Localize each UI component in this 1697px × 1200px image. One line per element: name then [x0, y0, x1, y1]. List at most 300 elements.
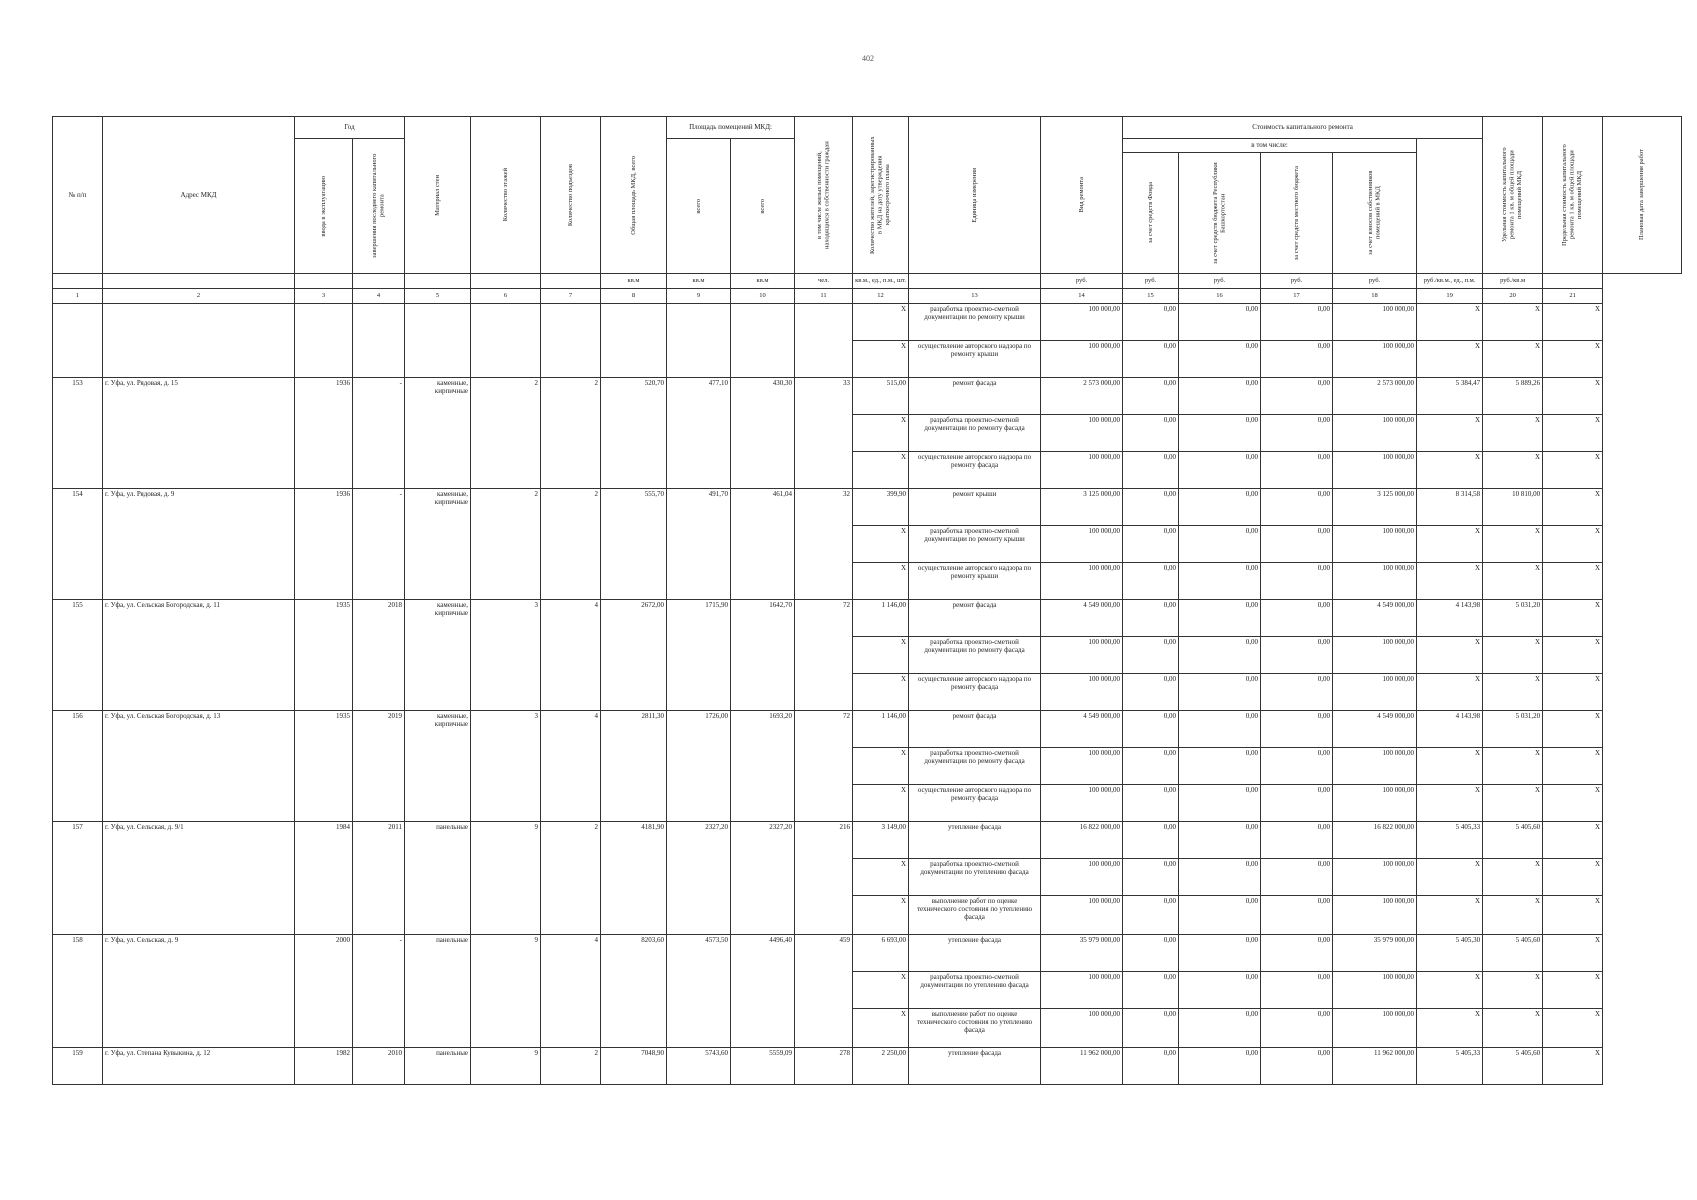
cell-work: осуществление авторского надзора по ремонту крыши — [909, 341, 1041, 378]
cell-fl — [471, 748, 541, 785]
cell-ta — [601, 415, 667, 452]
cell-spec: X — [1417, 896, 1483, 935]
cell-y3 — [295, 452, 353, 489]
cell-fund: 0,00 — [1123, 674, 1179, 711]
table-row — [53, 935, 1682, 972]
cell-work: разработка проектно-сметной документации по ремонту фасада — [909, 637, 1041, 674]
cell-max: X — [1483, 896, 1543, 935]
cell-fl: 3 — [471, 600, 541, 637]
cell-total: 3 125 000,00 — [1041, 489, 1123, 526]
cell-num — [53, 748, 103, 785]
cell-num — [53, 859, 103, 896]
cell-y3 — [295, 526, 353, 563]
cell-spec: X — [1417, 415, 1483, 452]
cell-fund: 0,00 — [1123, 415, 1179, 452]
cell-ta: 2672,00 — [601, 600, 667, 637]
cell-own: 4 549 000,00 — [1333, 711, 1417, 748]
cell-qty: 3 149,00 — [853, 822, 909, 859]
cell-fl — [471, 859, 541, 896]
table-header — [53, 117, 1682, 304]
cell-pa — [667, 452, 731, 489]
cell-qty: X — [853, 785, 909, 822]
cell-y3 — [295, 674, 353, 711]
header-end-date: Плановая дата завершения работ — [1603, 117, 1682, 274]
cell-addr: г. Уфа, ул. Степана Кувыкина, д. 12 — [103, 1048, 295, 1085]
cell-fl — [471, 785, 541, 822]
cell-en — [541, 637, 601, 674]
cell-loc: 0,00 — [1261, 341, 1333, 378]
cell-y4: 2011 — [353, 822, 405, 859]
cell-y3 — [295, 972, 353, 1009]
header-year-group: Год — [295, 117, 405, 139]
cell-end: X — [1543, 748, 1603, 785]
cell-ta — [601, 859, 667, 896]
cell-y4: - — [353, 378, 405, 415]
cell-qty: X — [853, 415, 909, 452]
header-premises-total: всего — [667, 139, 731, 274]
cell-ta — [601, 748, 667, 785]
cell-qty: X — [853, 896, 909, 935]
cell-rep: 0,00 — [1179, 563, 1261, 600]
cell-res — [795, 415, 853, 452]
cell-en: 2 — [541, 378, 601, 415]
cell-en — [541, 972, 601, 1009]
cell-total: 2 573 000,00 — [1041, 378, 1123, 415]
cell-rep: 0,00 — [1179, 378, 1261, 415]
cell-own: 100 000,00 — [1333, 304, 1417, 341]
cell-work: разработка проектно-сметной документации по ремонту фасада — [909, 415, 1041, 452]
cell-loc: 0,00 — [1261, 637, 1333, 674]
cell-addr: г. Уфа, ул. Сельская Богородская, д. 11 — [103, 600, 295, 637]
cell-num: 158 — [53, 935, 103, 972]
cell-pa: 477,10 — [667, 378, 731, 415]
cell-rep: 0,00 — [1179, 674, 1261, 711]
column-number: 8 — [601, 289, 667, 304]
cell-fl: 2 — [471, 378, 541, 415]
cell-work: разработка проектно-сметной документации по утеплению фасада — [909, 859, 1041, 896]
cell-qty: X — [853, 526, 909, 563]
cell-num — [53, 674, 103, 711]
cell-num — [53, 415, 103, 452]
cell-own: 100 000,00 — [1333, 748, 1417, 785]
cell-pr — [731, 748, 795, 785]
header-residents: Количество жителей, зарегистрированных в МКД на дату утверждения краткосрочного плана — [853, 117, 909, 274]
cell-addr: г. Уфа, ул. Сельская, д. 9/1 — [103, 822, 295, 859]
cell-qty: X — [853, 674, 909, 711]
cell-num: 156 — [53, 711, 103, 748]
cell-res — [795, 637, 853, 674]
cell-rep: 0,00 — [1179, 972, 1261, 1009]
cell-num: 157 — [53, 822, 103, 859]
column-number: 10 — [731, 289, 795, 304]
cell-own: 100 000,00 — [1333, 785, 1417, 822]
cell-fl: 3 — [471, 711, 541, 748]
cell-fl: 9 — [471, 1048, 541, 1085]
cell-fund: 0,00 — [1123, 341, 1179, 378]
table-row — [53, 304, 1682, 341]
cell-end: X — [1543, 526, 1603, 563]
cell-work: разработка проектно-сметной документации по утеплению фасада — [909, 972, 1041, 1009]
table-row — [53, 637, 1682, 674]
cell-qty: 2 250,00 — [853, 1048, 909, 1085]
cell-work: ремонт фасада — [909, 711, 1041, 748]
cell-own: 100 000,00 — [1333, 859, 1417, 896]
cell-fl: 9 — [471, 935, 541, 972]
column-number: 5 — [405, 289, 471, 304]
cell-ta: 8203,60 — [601, 935, 667, 972]
repair-plan-sheet — [52, 116, 1682, 1085]
cell-ta — [601, 637, 667, 674]
column-number: 11 — [795, 289, 853, 304]
cell-total: 100 000,00 — [1041, 452, 1123, 489]
header-unit: Единица измерения — [909, 117, 1041, 274]
cell-res: 216 — [795, 822, 853, 859]
cell-spec: X — [1417, 1009, 1483, 1048]
cell-addr — [103, 785, 295, 822]
cell-spec: X — [1417, 563, 1483, 600]
column-number: 6 — [471, 289, 541, 304]
cell-en — [541, 785, 601, 822]
cell-ta — [601, 526, 667, 563]
cell-rep: 0,00 — [1179, 785, 1261, 822]
table-row — [53, 1009, 1682, 1048]
column-number: 13 — [909, 289, 1041, 304]
cell-mat — [405, 785, 471, 822]
cell-num: 153 — [53, 378, 103, 415]
cell-mat — [405, 415, 471, 452]
cell-y3 — [295, 1009, 353, 1048]
header-owners: за счет взносов собственников помещений в МКД — [1333, 153, 1417, 274]
cell-fund: 0,00 — [1123, 637, 1179, 674]
cell-y3: 1984 — [295, 822, 353, 859]
cell-addr — [103, 748, 295, 785]
cell-num — [53, 563, 103, 600]
cell-en: 4 — [541, 711, 601, 748]
cell-y3: 1936 — [295, 378, 353, 415]
cell-pa — [667, 637, 731, 674]
cell-rep: 0,00 — [1179, 341, 1261, 378]
cell-work: выполнение работ по оценке технического состояния по утеплению фасада — [909, 1009, 1041, 1048]
cell-en — [541, 304, 601, 341]
cell-end: X — [1543, 1048, 1603, 1085]
cell-en: 4 — [541, 935, 601, 972]
cell-pr — [731, 1009, 795, 1048]
cell-fund: 0,00 — [1123, 822, 1179, 859]
cell-addr — [103, 1009, 295, 1048]
cell-qty: X — [853, 304, 909, 341]
cell-spec: X — [1417, 341, 1483, 378]
cell-en — [541, 748, 601, 785]
table-row — [53, 489, 1682, 526]
cell-fl — [471, 1009, 541, 1048]
cell-pa: 491,70 — [667, 489, 731, 526]
cell-loc: 0,00 — [1261, 489, 1333, 526]
column-number: 15 — [1123, 289, 1179, 304]
cell-res — [795, 563, 853, 600]
cell-work: утепление фасада — [909, 1048, 1041, 1085]
cell-pa — [667, 674, 731, 711]
cell-mat: панельные — [405, 935, 471, 972]
cell-fund: 0,00 — [1123, 785, 1179, 822]
table-row — [53, 859, 1682, 896]
cell-fund: 0,00 — [1123, 452, 1179, 489]
cell-work: осуществление авторского надзора по ремонту фасада — [909, 785, 1041, 822]
header-cost-total: всего — [731, 139, 795, 274]
cell-mat — [405, 637, 471, 674]
cell-mat — [405, 304, 471, 341]
cell-max: X — [1483, 785, 1543, 822]
cell-mat — [405, 526, 471, 563]
cell-mat: каменные, кирпичные — [405, 600, 471, 637]
header-wall-material: Материал стен — [405, 117, 471, 274]
cell-fl — [471, 637, 541, 674]
cell-pr — [731, 563, 795, 600]
cell-rep: 0,00 — [1179, 1009, 1261, 1048]
cell-max: X — [1483, 748, 1543, 785]
header-year-repair: завершения последнего капитального ремонта — [353, 139, 405, 274]
cell-loc: 0,00 — [1261, 896, 1333, 935]
cell-qty: X — [853, 637, 909, 674]
cell-fl — [471, 526, 541, 563]
cell-fl: 9 — [471, 822, 541, 859]
column-number: 4 — [353, 289, 405, 304]
cell-max: X — [1483, 452, 1543, 489]
cell-max: 5 031,20 — [1483, 711, 1543, 748]
column-number: 19 — [1417, 289, 1483, 304]
cell-loc: 0,00 — [1261, 526, 1333, 563]
cell-rep: 0,00 — [1179, 711, 1261, 748]
cell-num: 155 — [53, 600, 103, 637]
cell-pr — [731, 452, 795, 489]
cell-rep: 0,00 — [1179, 637, 1261, 674]
cell-ta — [601, 674, 667, 711]
cell-loc: 0,00 — [1261, 822, 1333, 859]
cell-pa: 1715,90 — [667, 600, 731, 637]
cell-y4 — [353, 563, 405, 600]
table-body — [53, 304, 1682, 1085]
table-row — [53, 711, 1682, 748]
cell-end: X — [1543, 859, 1603, 896]
cell-en: 2 — [541, 822, 601, 859]
cell-fl — [471, 563, 541, 600]
cell-loc: 0,00 — [1261, 1009, 1333, 1048]
table-row — [53, 563, 1682, 600]
table-row — [53, 600, 1682, 637]
cell-res — [795, 748, 853, 785]
cell-own: 2 573 000,00 — [1333, 378, 1417, 415]
column-number: 18 — [1333, 289, 1417, 304]
cell-loc: 0,00 — [1261, 415, 1333, 452]
cell-mat — [405, 859, 471, 896]
cell-loc: 0,00 — [1261, 859, 1333, 896]
column-number: 7 — [541, 289, 601, 304]
header-premises-residential: в том числе жилых помещений, находящихся в собственности граждан — [795, 117, 853, 274]
cell-max: X — [1483, 563, 1543, 600]
cell-end: X — [1543, 896, 1603, 935]
cell-mat: панельные — [405, 1048, 471, 1085]
cell-qty: 515,00 — [853, 378, 909, 415]
cell-loc: 0,00 — [1261, 563, 1333, 600]
cell-pr — [731, 674, 795, 711]
cell-fund: 0,00 — [1123, 489, 1179, 526]
cell-fl — [471, 452, 541, 489]
cell-en — [541, 1009, 601, 1048]
cell-rep: 0,00 — [1179, 600, 1261, 637]
cell-own: 100 000,00 — [1333, 452, 1417, 489]
header-repair-type: Вид ремонта — [1041, 117, 1123, 274]
cell-y4 — [353, 304, 405, 341]
cell-mat: каменные, кирпичные — [405, 489, 471, 526]
header-premises-group: Площадь помещений МКД: — [667, 117, 795, 139]
cell-rep: 0,00 — [1179, 526, 1261, 563]
cell-pa — [667, 415, 731, 452]
cell-addr — [103, 304, 295, 341]
cell-fund: 0,00 — [1123, 748, 1179, 785]
cell-y3: 1982 — [295, 1048, 353, 1085]
cell-work: ремонт фасада — [909, 600, 1041, 637]
cell-fund: 0,00 — [1123, 972, 1179, 1009]
cell-y3 — [295, 748, 353, 785]
cell-res: 72 — [795, 600, 853, 637]
cell-own: 16 822 000,00 — [1333, 822, 1417, 859]
cell-total: 4 549 000,00 — [1041, 600, 1123, 637]
cell-qty: 399,90 — [853, 489, 909, 526]
cell-addr — [103, 859, 295, 896]
cell-own: 35 979 000,00 — [1333, 935, 1417, 972]
cell-max: X — [1483, 1009, 1543, 1048]
cell-spec: 4 143,98 — [1417, 600, 1483, 637]
cell-pa — [667, 972, 731, 1009]
cell-addr — [103, 341, 295, 378]
cell-y4 — [353, 896, 405, 935]
table-row — [53, 896, 1682, 935]
cell-end: X — [1543, 935, 1603, 972]
cell-res — [795, 785, 853, 822]
cell-y4 — [353, 972, 405, 1009]
cell-y4: 2019 — [353, 711, 405, 748]
cell-pa: 5743,60 — [667, 1048, 731, 1085]
cell-ta — [601, 1009, 667, 1048]
cell-max: X — [1483, 972, 1543, 1009]
cell-ta: 520,70 — [601, 378, 667, 415]
cell-num — [53, 785, 103, 822]
cell-y3: 2000 — [295, 935, 353, 972]
cell-mat — [405, 1009, 471, 1048]
cell-own: 100 000,00 — [1333, 563, 1417, 600]
cell-own: 100 000,00 — [1333, 1009, 1417, 1048]
cell-qty: X — [853, 341, 909, 378]
cell-pr — [731, 341, 795, 378]
cell-max: X — [1483, 637, 1543, 674]
cell-qty: X — [853, 748, 909, 785]
cell-max: 5 889,26 — [1483, 378, 1543, 415]
cell-fl — [471, 341, 541, 378]
cell-y4: - — [353, 935, 405, 972]
cell-end: X — [1543, 563, 1603, 600]
cell-num — [53, 304, 103, 341]
cell-addr — [103, 452, 295, 489]
cell-spec: 5 405,30 — [1417, 935, 1483, 972]
cell-total: 35 979 000,00 — [1041, 935, 1123, 972]
column-number: 17 — [1261, 289, 1333, 304]
column-number: 14 — [1041, 289, 1123, 304]
cell-en: 2 — [541, 489, 601, 526]
header-max-cost: Предельная стоимость капитального ремонта 1 кв. м общей площади помещений МКД — [1543, 117, 1603, 274]
cell-spec: 4 143,98 — [1417, 711, 1483, 748]
cell-fl — [471, 304, 541, 341]
cell-spec: 5 405,33 — [1417, 1048, 1483, 1085]
cell-y4 — [353, 637, 405, 674]
cell-end: X — [1543, 711, 1603, 748]
cell-spec: X — [1417, 972, 1483, 1009]
cell-fl — [471, 972, 541, 1009]
cell-en — [541, 674, 601, 711]
cell-loc: 0,00 — [1261, 1048, 1333, 1085]
cell-end: X — [1543, 489, 1603, 526]
cell-qty: X — [853, 563, 909, 600]
cell-addr — [103, 563, 295, 600]
cell-own: 100 000,00 — [1333, 341, 1417, 378]
cell-y3 — [295, 785, 353, 822]
cell-end: X — [1543, 637, 1603, 674]
cell-pr — [731, 526, 795, 563]
cell-qty: X — [853, 972, 909, 1009]
cell-total: 100 000,00 — [1041, 859, 1123, 896]
cell-num — [53, 452, 103, 489]
cell-qty: X — [853, 859, 909, 896]
cell-num: 154 — [53, 489, 103, 526]
cell-max: X — [1483, 674, 1543, 711]
cell-y3 — [295, 341, 353, 378]
cell-addr: г. Уфа, ул. Сельская Богородская, д. 13 — [103, 711, 295, 748]
cell-end: X — [1543, 600, 1603, 637]
cell-own: 4 549 000,00 — [1333, 600, 1417, 637]
cell-en — [541, 415, 601, 452]
cell-end: X — [1543, 1009, 1603, 1048]
cell-mat — [405, 563, 471, 600]
cell-spec: X — [1417, 859, 1483, 896]
cell-res — [795, 526, 853, 563]
column-number: 1 — [53, 289, 103, 304]
cell-ta — [601, 341, 667, 378]
cell-work: разработка проектно-сметной документации по ремонту фасада — [909, 748, 1041, 785]
cell-en: 2 — [541, 1048, 601, 1085]
cell-ta: 4181,90 — [601, 822, 667, 859]
cell-fl — [471, 415, 541, 452]
cell-work: утепление фасада — [909, 822, 1041, 859]
cell-total: 100 000,00 — [1041, 972, 1123, 1009]
cell-addr: г. Уфа, ул. Рядовая, д. 9 — [103, 489, 295, 526]
cell-y4 — [353, 341, 405, 378]
cell-loc: 0,00 — [1261, 600, 1333, 637]
cell-rep: 0,00 — [1179, 822, 1261, 859]
cell-en — [541, 896, 601, 935]
cell-y3: 1935 — [295, 711, 353, 748]
cell-work: выполнение работ по оценке технического состояния по утеплению фасада — [909, 896, 1041, 935]
cell-mat — [405, 674, 471, 711]
cell-own: 100 000,00 — [1333, 415, 1417, 452]
cell-res: 72 — [795, 711, 853, 748]
cell-spec: X — [1417, 748, 1483, 785]
cell-num — [53, 972, 103, 1009]
table-row — [53, 785, 1682, 822]
cell-pa — [667, 341, 731, 378]
cell-num — [53, 526, 103, 563]
cell-fund: 0,00 — [1123, 526, 1179, 563]
header-local: за счет средств местного бюджета — [1261, 153, 1333, 274]
cell-pa — [667, 563, 731, 600]
cell-ta — [601, 452, 667, 489]
